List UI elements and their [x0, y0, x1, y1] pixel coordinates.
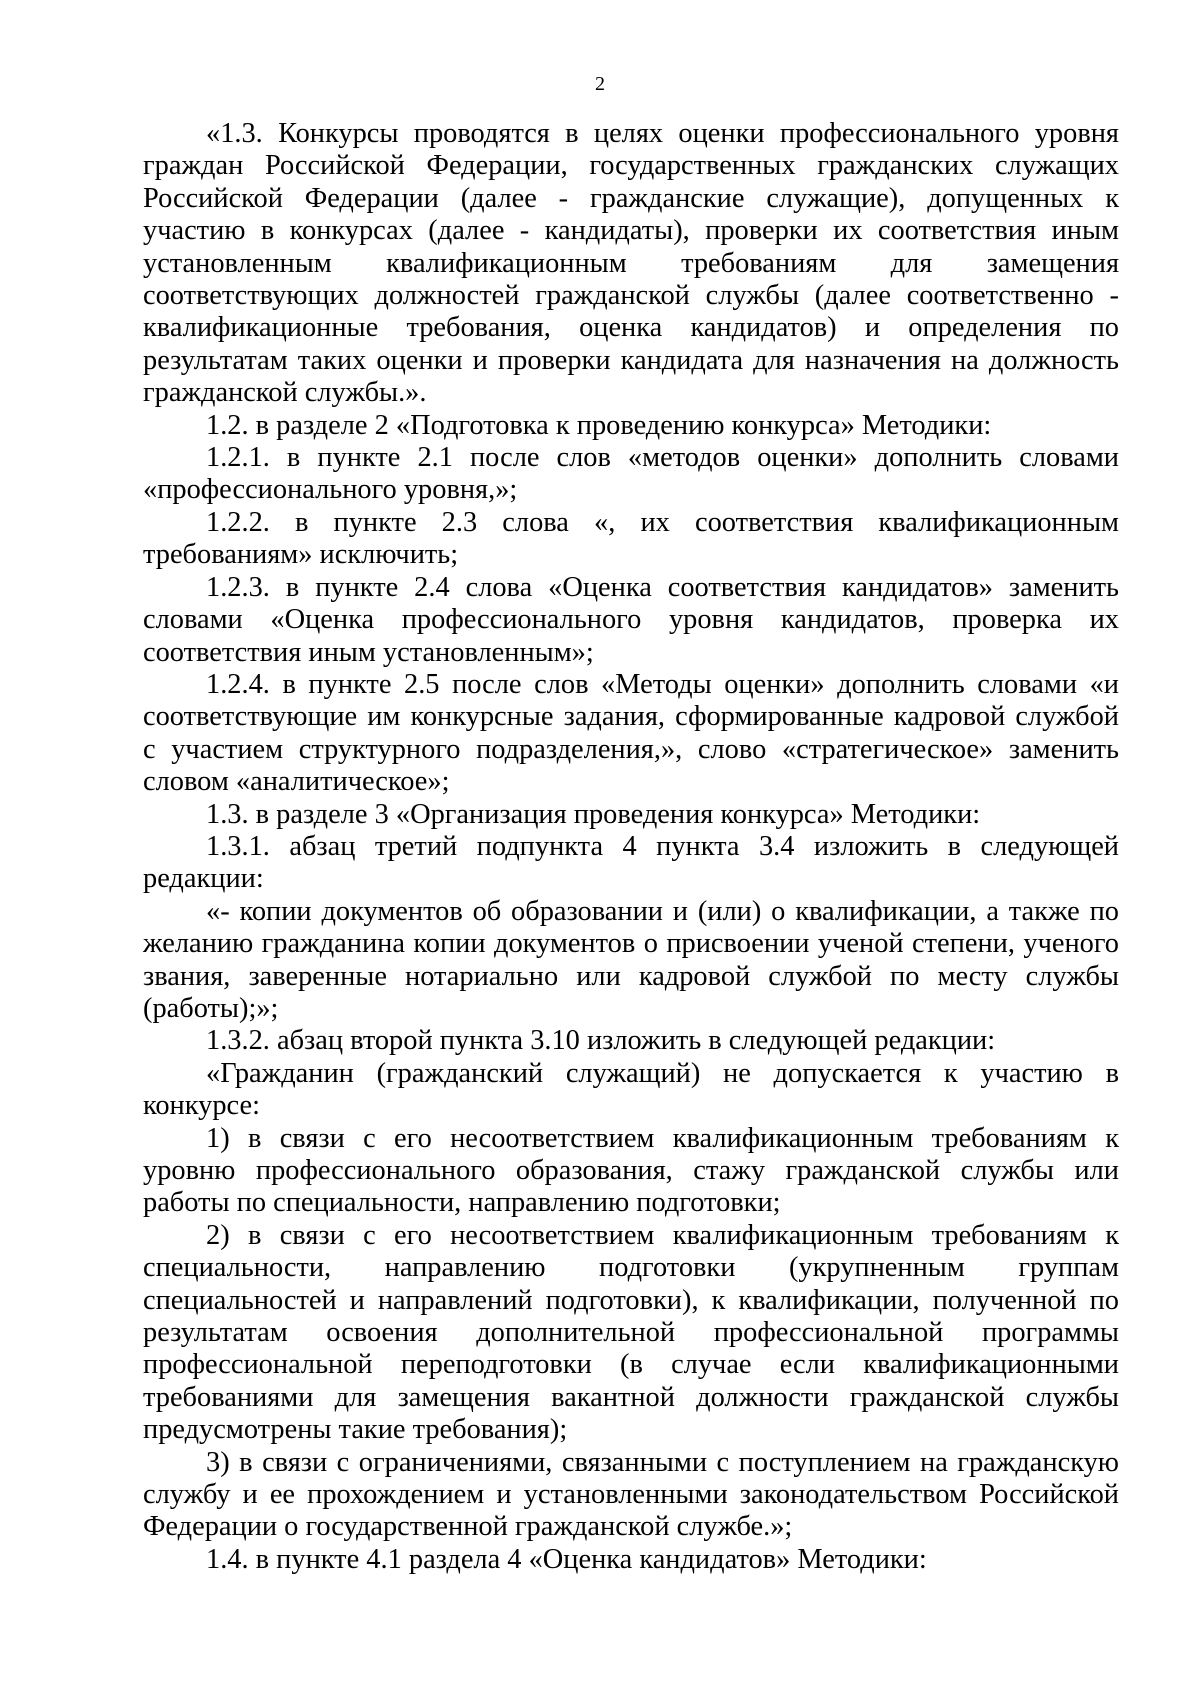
page-number: 2 — [595, 73, 605, 95]
paragraph-1-3-section-3: 1.3. в разделе 3 «Организация проведения конкурса» Методики: — [206, 798, 981, 830]
paragraph-1-2-2: 1.2.2. в пункте 2.3 слова «, их соответствия квалификационным требованиям» исключить; — [143, 506, 1119, 571]
paragraph-item-3: 3) в связи с ограничениями, связанными с поступлением на гражданскую службу и ее прохождением и установленными законодательством Российской Федерации о государственной гражданской службе.»; — [143, 1446, 1119, 1543]
document-body — [143, 118, 1119, 1576]
paragraph-1-4-section-4: 1.4. в пункте 4.1 раздела 4 «Оценка кандидатов» Методики: — [206, 1543, 927, 1575]
paragraph-1-3-goals: «1.3. Конкурсы проводятся в целях оценки профессионального уровня граждан Российской Федерации, государственных гражданских служащих Российской Федерации (далее - гражданские служащие), допущенных к участию в конкурсах (далее - кандидаты), проверки их соответствия иным установленным квалификационным требованиям для замещения соответствующих должностей гражданской службы (далее соответственно - квалификационные требования, оценка кандидатов) и определения по результатам таких оценки и проверки кандидата для назначения на должность гражданской службы.». — [143, 118, 1119, 409]
paragraph-item-1: 1) в связи с его несоответствием квалификационным требованиям к уровню профессионального образования, стажу гражданской службы или работы по специальности, направлению подготовки; — [143, 1122, 1119, 1219]
paragraph-1-2-3: 1.2.3. в пункте 2.4 слова «Оценка соответствия кандидатов» заменить словами «Оценка профессионального уровня кандидатов, проверка их соответствия иным установленным»; — [143, 571, 1119, 668]
paragraph-1-2-1: 1.2.1. в пункте 2.1 после слов «методов оценки» дополнить словами «профессионального уровня,»; — [143, 442, 1119, 506]
paragraph-documents-copies: «- копии документов об образовании и (или) о квалификации, а также по желанию гражданина копии документов о присвоении ученой степени, ученого звания, заверенные нотариально или кадровой службой по месту службы (работы);»; — [143, 895, 1119, 1024]
paragraph-1-2-section-2: 1.2. в разделе 2 «Подготовка к проведению конкурса» Методики: — [206, 409, 992, 441]
paragraph-item-2: 2) в связи с его несоответствием квалификационным требованиям к специальности, направлению подготовки (укрупненным группам специальностей и направлений подготовки), к квалификации, полученной по результатам освоения дополнительной профессиональной программы профессиональной переподготовки (в случае если квалификационными требованиями для замещения вакантной должности гражданской службы предусмотрены такие требования); — [143, 1219, 1119, 1446]
paragraph-1-2-4: 1.2.4. в пункте 2.5 после слов «Методы оценки» дополнить словами «и соответствующие им конкурсные задания, сформированные кадровой службой с участием структурного подразделения,», слово «стратегическое» заменить словом «аналитическое»; — [143, 668, 1119, 798]
paragraph-1-3-1: 1.3.1. абзац третий подпункта 4 пункта 3.4 изложить в следующей редакции: — [143, 830, 1119, 895]
paragraph-not-admitted: «Гражданин (гражданский служащий) не допускается к участию в конкурсе: — [143, 1057, 1119, 1122]
paragraph-1-3-2: 1.3.2. абзац второй пункта 3.10 изложить в следующей редакции: — [206, 1025, 996, 1057]
